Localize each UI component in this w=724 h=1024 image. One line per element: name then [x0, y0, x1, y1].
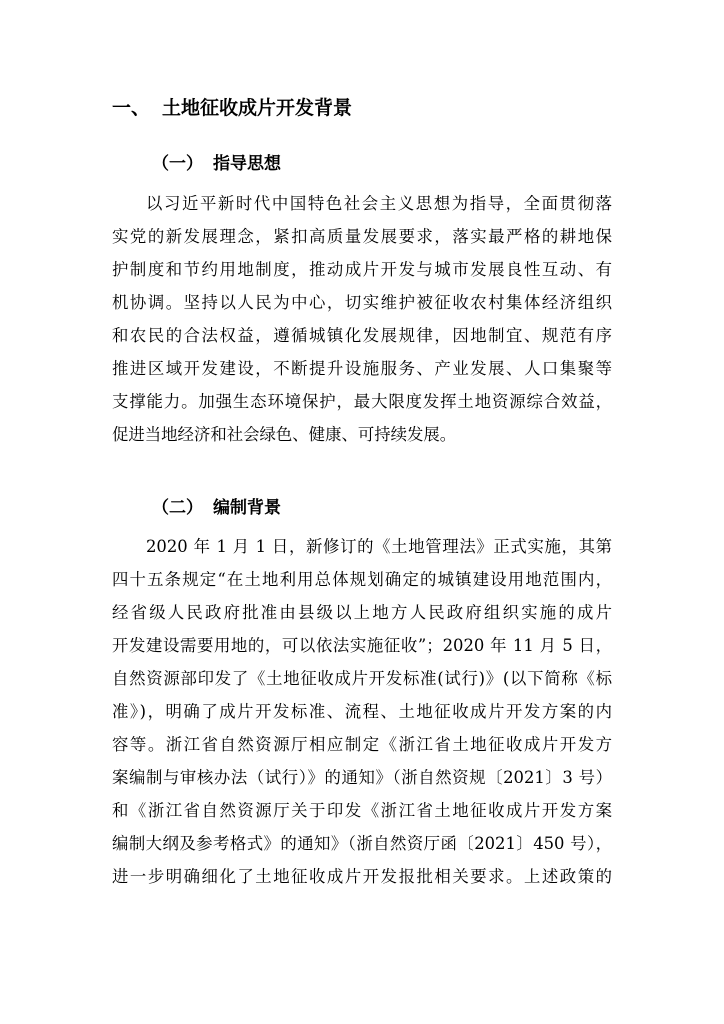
paragraph-background: [112, 530, 612, 893]
subsection-heading-guiding-ideology: [152, 152, 281, 176]
paragraph-line: 支撑能力。加强生态环境保护，最大限度发挥土地资源综合效益，: [112, 392, 612, 411]
paragraph-line: 推进区域开发建设，不断提升设施服务、产业发展、人口集聚等: [112, 359, 612, 378]
paragraph-line: 编制大纲及参考格式》的通知》（浙自然资厅函〔2021〕450 号），: [112, 834, 612, 853]
subsection-title: 编制背景: [213, 498, 281, 518]
paragraph-line: 和《浙江省自然资源厅关于印发《浙江省土地征收成片开发方案: [112, 801, 612, 820]
paragraph-line: 经省级人民政府批准由县级以上地方人民政府组织实施的成片: [112, 603, 612, 622]
paragraph-line: 和农民的合法权益，遵循城镇化发展规律，因地制宜、规范有序: [112, 326, 612, 345]
paragraph-line: 2020 年 1 月 1 日，新修订的《土地管理法》正式实施，其第: [146, 537, 612, 556]
paragraph-line: 自然资源部印发了《土地征收成片开发标准(试行)》(以下简称《标: [112, 669, 612, 688]
section-title: 土地征收成片开发背景: [162, 97, 353, 119]
paragraph-guiding-ideology: [112, 187, 612, 451]
subsection-heading-background: [152, 496, 281, 520]
paragraph-line: 机协调。坚持以人民为中心，切实维护被征收农村集体经济组织: [112, 293, 612, 312]
paragraph-line: 以习近平新时代中国特色社会主义思想为指导，全面贯彻落: [146, 194, 612, 213]
paragraph-line: 容等。浙江省自然资源厅相应制定《浙江省土地征收成片开发方: [112, 735, 612, 754]
paragraph-line: 进一步明确细化了土地征收成片开发报批相关要求。上述政策的: [112, 867, 612, 886]
paragraph-line: 四十五条规定“在土地利用总体规划确定的城镇建设用地范围内，: [112, 570, 612, 589]
subsection-title: 指导思想: [213, 154, 281, 174]
paragraph-line: 护制度和节约用地制度，推动成片开发与城市发展良性互动、有: [112, 260, 612, 279]
paragraph-line: 实党的新发展理念，紧扣高质量发展要求，落实最严格的耕地保: [112, 227, 612, 246]
paragraph-line: 准》)，明确了成片开发标准、流程、土地征收成片开发方案的内: [112, 702, 612, 721]
paragraph-line: 开发建设需要用地的，可以依法实施征收”；2020 年 11 月 5 日，: [112, 636, 612, 655]
subsection-number: （一）: [152, 154, 203, 174]
section-heading: [112, 96, 352, 120]
paragraph-line: 促进当地经济和社会绿色、健康、可持续发展。: [112, 425, 457, 444]
paragraph-line: 案编制与审核办法（试行）》的通知》（浙自然资规〔2021〕3 号）: [112, 768, 612, 787]
subsection-number: （二）: [152, 498, 203, 518]
section-number: 一、: [112, 97, 151, 119]
